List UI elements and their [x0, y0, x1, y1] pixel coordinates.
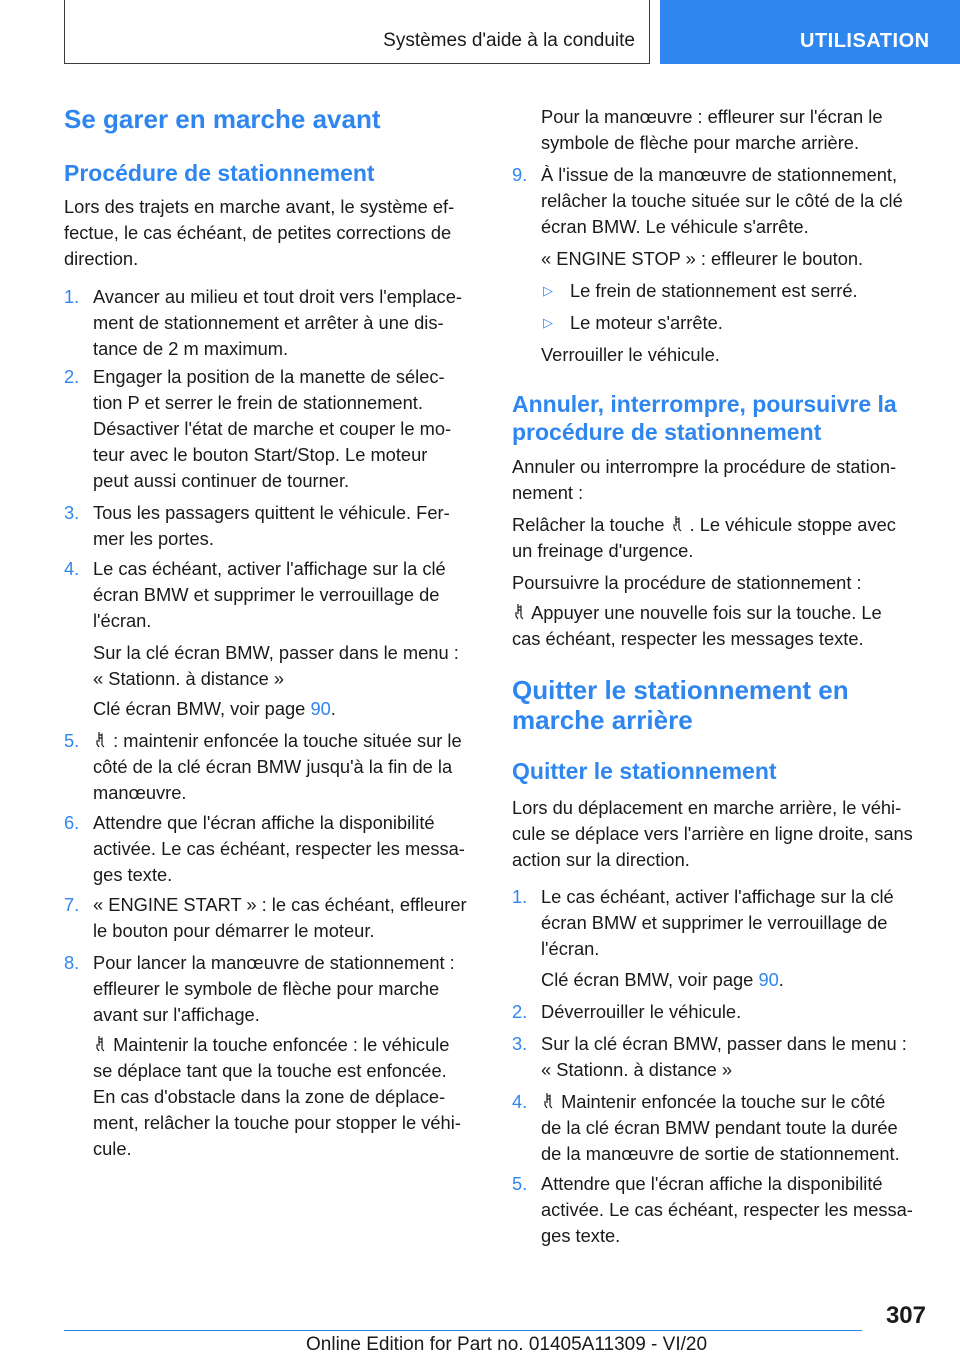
edition-note: Online Edition for Part no. 01405A11309 - VI/20 [306, 1334, 708, 1355]
page-link[interactable]: 90 [310, 698, 331, 719]
key-button-icon [95, 1035, 106, 1053]
step-subtext: Maintenir la touche enfoncée : le véhicule [93, 1032, 449, 1058]
step-text: écran BMW. Le véhicule s'arrête. [541, 216, 809, 237]
step-text: l'écran. [93, 610, 152, 631]
step-text: de la clé écran BMW pendant toute la durée [541, 1117, 898, 1138]
key-button-icon [543, 1092, 554, 1110]
paragraph: Relâcher la touche . Le véhicule stoppe avec [512, 514, 896, 535]
heading-park-forward: Se garer en marche avant [64, 104, 381, 134]
step-text: : maintenir enfoncée la touche située sur le [93, 728, 462, 754]
step-subtext: « ENGINE STOP » : effleurer le bouton. [541, 248, 864, 269]
step-number: 4. [64, 558, 80, 579]
step-text: Sur la clé écran BMW, passer dans le menu : [541, 1033, 907, 1054]
step-text: effleurer le symbole de flèche pour marche [93, 978, 440, 999]
key-button-icon [672, 515, 683, 533]
running-header [64, 0, 650, 64]
intro-line: fectue, le cas échéant, de petites corrections de [64, 222, 452, 243]
heading-leave-reverse: Quitter le stationnement en [512, 675, 849, 705]
step-text: de la manœuvre de sortie de stationnement. [541, 1143, 900, 1164]
step-number: 3. [512, 1033, 528, 1054]
paragraph: Appuyer une nouvelle fois sur la touche. Le [512, 600, 882, 626]
step-text: Engager la position de la manette de sélec- [93, 366, 445, 387]
step-subtext: « Stationn. à distance » [93, 668, 285, 689]
bullet-text: Le moteur s'arrête. [570, 312, 723, 333]
heading-cancel-procedure: procédure de stationnement [512, 419, 822, 445]
page-reference: Clé écran BMW, voir page 90. [93, 698, 336, 719]
step-number: 5. [64, 730, 80, 751]
page-reference: Clé écran BMW, voir page 90. [541, 969, 784, 990]
step-text: Le cas échéant, activer l'affichage sur la clé [93, 558, 446, 579]
step-number: 1. [64, 286, 80, 307]
key-button-icon [514, 603, 525, 621]
step-number: 9. [512, 164, 528, 185]
step-text: l'écran. [541, 938, 600, 959]
step-text: mer les portes. [93, 528, 214, 549]
section-title: Systèmes d'aide à la conduite [383, 30, 635, 51]
step-text: le bouton pour démarrer le moteur. [93, 920, 375, 941]
step-subtext: cule. [93, 1138, 132, 1159]
step-text: écran BMW et supprimer le verrouillage de [541, 912, 888, 933]
step-text: ges texte. [541, 1225, 621, 1246]
step-text: activée. Le cas échéant, respecter les messa- [541, 1199, 913, 1220]
step-text: Attendre que l'écran affiche la disponibilité [93, 812, 435, 833]
step-continuation: Pour la manœuvre : effleurer sur l'écran le [541, 106, 883, 127]
intro-line: Lors du déplacement en marche arrière, le véhi- [512, 797, 902, 818]
heading-leave-parking: Quitter le stationnement [512, 758, 777, 784]
step-text: Le cas échéant, activer l'affichage sur la clé [541, 886, 894, 907]
step-number: 2. [64, 366, 80, 387]
step-number: 5. [512, 1173, 528, 1194]
intro-line: action sur la direction. [512, 849, 690, 870]
step-number: 8. [64, 952, 80, 973]
page-number: 307 [885, 1302, 926, 1329]
step-text: ment de stationnement et arrêter à une dis- [93, 312, 444, 333]
heading-parking-procedure: Procédure de stationnement [64, 160, 375, 186]
paragraph: Poursuivre la procédure de stationnement : [512, 572, 862, 593]
step-number: 3. [64, 502, 80, 523]
step-text: Tous les passagers quittent le véhicule. Fer- [93, 502, 450, 523]
step-number: 6. [64, 812, 80, 833]
step-text: ges texte. [93, 864, 173, 885]
step-text: avant sur l'affichage. [93, 1004, 260, 1025]
step-subtext: Sur la clé écran BMW, passer dans le menu : [93, 642, 459, 663]
step-subtext: ment, relâcher la touche pour stopper le véhi- [93, 1112, 461, 1133]
page-link[interactable]: 90 [758, 969, 779, 990]
bullet-triangle-icon: ▷ [543, 283, 553, 298]
step-text: peut aussi continuer de tourner. [93, 470, 350, 491]
step-continuation: symbole de flèche pour marche arrière. [541, 132, 860, 153]
step-text: Attendre que l'écran affiche la disponibilité [541, 1173, 883, 1194]
bullet-triangle-icon: ▷ [543, 315, 553, 330]
chapter-label: UTILISATION [800, 30, 930, 52]
intro-line: direction. [64, 248, 139, 269]
step-subtext: En cas d'obstacle dans la zone de déplace- [93, 1086, 446, 1107]
step-number: 7. [64, 894, 80, 915]
step-text: tance de 2 m maximum. [93, 338, 289, 359]
step-text: À l'issue de la manœuvre de stationnement, [541, 164, 898, 185]
step-text: Pour lancer la manœuvre de stationnement : [93, 952, 455, 973]
chapter-tab [660, 0, 960, 64]
step-text: Maintenir enfoncée la touche sur le côté [541, 1089, 885, 1115]
heading-cancel-procedure: Annuler, interrompre, poursuivre la [512, 391, 897, 417]
paragraph: nement : [512, 482, 584, 503]
step-text: Avancer au milieu et tout droit vers l'emplace- [93, 286, 462, 307]
step-text: côté de la clé écran BMW jusqu'à la fin de la [93, 756, 453, 777]
step-text: Déverrouiller le véhicule. [541, 1001, 742, 1022]
step-text: relâcher la touche située sur le côté de la clé [541, 190, 903, 211]
step-text: activée. Le cas échéant, respecter les messa- [93, 838, 465, 859]
footer-divider [64, 1330, 862, 1331]
step-subtext: Verrouiller le véhicule. [541, 344, 720, 365]
step-text: « Stationn. à distance » [541, 1059, 733, 1080]
bullet-text: Le frein de stationnement est serré. [570, 280, 858, 301]
intro-line: Lors des trajets en marche avant, le système ef- [64, 196, 455, 217]
paragraph: un freinage d'urgence. [512, 540, 694, 561]
step-text: Désactiver l'état de marche et couper le mo- [93, 418, 452, 439]
step-text: tion P et serrer le frein de stationnement. [93, 392, 423, 413]
step-text: teur avec le bouton Start/Stop. Le moteur [93, 444, 428, 465]
key-button-icon [95, 731, 106, 749]
step-number: 1. [512, 886, 528, 907]
step-text: manœuvre. [93, 782, 187, 803]
step-subtext: se déplace tant que la touche est enfoncée. [93, 1060, 447, 1081]
paragraph: Annuler ou interrompre la procédure de station- [512, 456, 897, 477]
heading-leave-reverse: marche arrière [512, 705, 693, 735]
step-number: 2. [512, 1001, 528, 1022]
intro-line: cule se déplace vers l'arrière en ligne droite, sans [512, 823, 913, 844]
paragraph: cas échéant, respecter les messages texte. [512, 628, 864, 649]
step-text: écran BMW et supprimer le verrouillage de [93, 584, 440, 605]
step-number: 4. [512, 1091, 528, 1112]
step-text: « ENGINE START » : le cas échéant, effleurer [93, 894, 467, 915]
